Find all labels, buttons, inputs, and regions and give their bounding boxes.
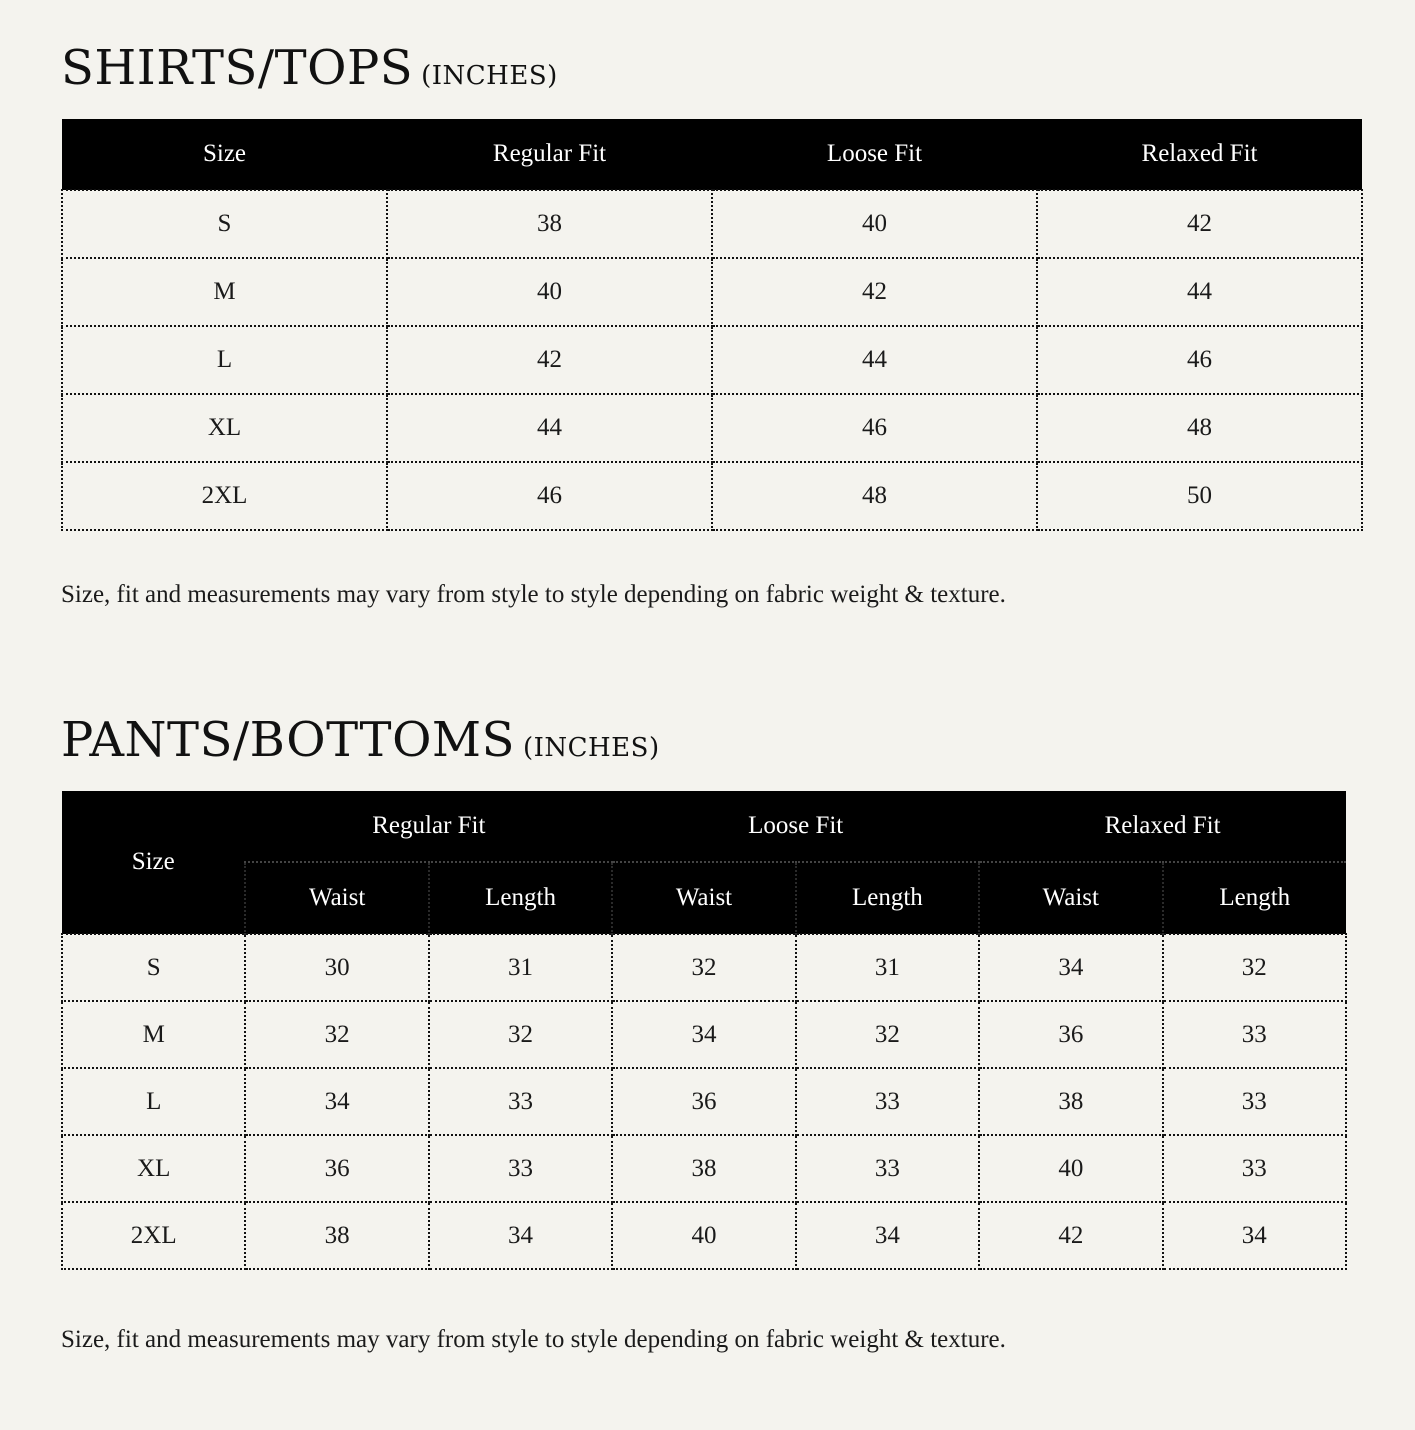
pants-header-regular-fit: Regular Fit — [245, 791, 612, 862]
table-cell: 2XL — [62, 1202, 245, 1269]
table-cell: 30 — [245, 934, 428, 1001]
table-cell: 33 — [796, 1135, 979, 1202]
table-row — [62, 462, 1362, 530]
table-cell: 50 — [1037, 462, 1362, 530]
pants-title-text: PANTS/BOTTOMS — [61, 712, 515, 768]
table-cell: 31 — [429, 934, 612, 1001]
table-cell: 48 — [1037, 394, 1362, 462]
table-cell: 36 — [245, 1135, 428, 1202]
shirts-header-size: Size — [62, 119, 387, 190]
table-cell: 46 — [712, 394, 1037, 462]
table-cell: 48 — [712, 462, 1037, 530]
table-row — [62, 258, 1362, 326]
table-cell: 32 — [429, 1001, 612, 1068]
table-cell: 36 — [612, 1068, 795, 1135]
shirts-header-loose-fit: Loose Fit — [712, 119, 1037, 190]
table-cell: 42 — [712, 258, 1037, 326]
table-cell: 46 — [1037, 326, 1362, 394]
table-cell: 32 — [245, 1001, 428, 1068]
table-cell: 46 — [387, 462, 712, 530]
table-cell: 34 — [245, 1068, 428, 1135]
table-cell: L — [62, 326, 387, 394]
table-cell: 42 — [979, 1202, 1162, 1269]
table-cell: 33 — [1163, 1001, 1346, 1068]
table-cell: 34 — [796, 1202, 979, 1269]
table-cell: 34 — [612, 1001, 795, 1068]
table-cell: M — [62, 258, 387, 326]
table-cell: 40 — [387, 258, 712, 326]
table-cell: 42 — [1037, 190, 1362, 258]
table-cell: 40 — [979, 1135, 1162, 1202]
table-cell: 38 — [979, 1068, 1162, 1135]
table-cell: 33 — [429, 1135, 612, 1202]
pants-header-length: Length — [1163, 862, 1346, 934]
shirts-header-regular-fit: Regular Fit — [387, 119, 712, 190]
pants-header-sub-row — [62, 862, 1346, 934]
shirts-section-title — [61, 40, 558, 96]
table-row — [62, 1068, 1346, 1135]
table-cell: 34 — [429, 1202, 612, 1269]
table-cell: XL — [62, 1135, 245, 1202]
table-cell: 33 — [796, 1068, 979, 1135]
pants-header-loose-fit: Loose Fit — [612, 791, 979, 862]
table-cell: 32 — [796, 1001, 979, 1068]
pants-fit-note: Size, fit and measurements may vary from style to style depending on fabric weight & texture. — [61, 1326, 1006, 1353]
table-cell: 40 — [612, 1202, 795, 1269]
pants-header-length: Length — [429, 862, 612, 934]
table-cell: 44 — [1037, 258, 1362, 326]
pants-header-size: Size — [62, 791, 245, 934]
table-cell: 44 — [387, 394, 712, 462]
table-cell: XL — [62, 394, 387, 462]
table-row — [62, 1001, 1346, 1068]
pants-header-waist: Waist — [612, 862, 795, 934]
shirts-size-table — [61, 119, 1363, 531]
table-cell: 33 — [429, 1068, 612, 1135]
table-cell: 40 — [712, 190, 1037, 258]
table-cell: 42 — [387, 326, 712, 394]
table-row — [62, 934, 1346, 1001]
shirts-header-relaxed-fit: Relaxed Fit — [1037, 119, 1362, 190]
table-cell: M — [62, 1001, 245, 1068]
pants-header-waist: Waist — [245, 862, 428, 934]
table-cell: 38 — [245, 1202, 428, 1269]
shirts-title-text: SHIRTS/TOPS — [61, 40, 414, 96]
table-cell: 32 — [612, 934, 795, 1001]
table-cell: S — [62, 190, 387, 258]
table-cell: 31 — [796, 934, 979, 1001]
pants-title-unit: (INCHES) — [522, 733, 660, 763]
table-cell: 32 — [1163, 934, 1346, 1001]
table-row — [62, 326, 1362, 394]
table-row — [62, 190, 1362, 258]
table-cell: L — [62, 1068, 245, 1135]
table-cell: 33 — [1163, 1068, 1346, 1135]
table-row — [62, 394, 1362, 462]
table-cell: 34 — [1163, 1202, 1346, 1269]
shirts-fit-note: Size, fit and measurements may vary from style to style depending on fabric weight & texture. — [61, 581, 1006, 608]
table-cell: 34 — [979, 934, 1162, 1001]
table-cell: 38 — [387, 190, 712, 258]
table-cell: 38 — [612, 1135, 795, 1202]
pants-header-relaxed-fit: Relaxed Fit — [979, 791, 1346, 862]
pants-header-waist: Waist — [979, 862, 1162, 934]
shirts-header-row — [62, 119, 1362, 190]
table-row — [62, 1135, 1346, 1202]
table-row — [62, 1202, 1346, 1269]
pants-section-title — [61, 712, 660, 768]
pants-header-group-row — [62, 791, 1346, 862]
pants-size-table — [61, 791, 1347, 1270]
table-cell: 2XL — [62, 462, 387, 530]
table-cell: 33 — [1163, 1135, 1346, 1202]
table-cell: S — [62, 934, 245, 1001]
table-cell: 36 — [979, 1001, 1162, 1068]
table-cell: 44 — [712, 326, 1037, 394]
pants-header-length: Length — [796, 862, 979, 934]
shirts-title-unit: (INCHES) — [421, 61, 558, 91]
